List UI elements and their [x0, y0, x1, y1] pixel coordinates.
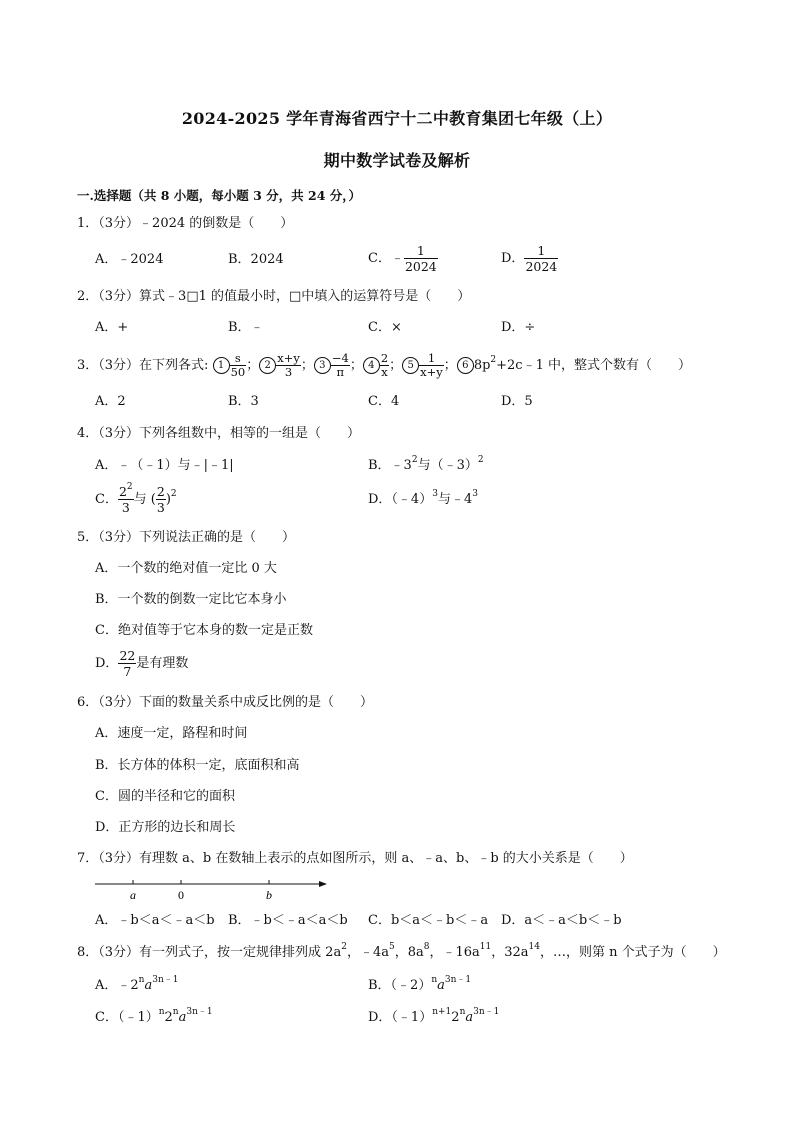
q3-option-a: A．2: [95, 394, 126, 409]
fraction: $\frac{1}{2024}$: [404, 243, 437, 274]
question-3-stem: 3．（3分）在下列各式: 1 $\frac{s}{50}$ ； 2 $\frac{x+y}{3}$ ； 3 $\frac{-4}{\pi}$ ； 4 $\frac{2}{x}$ ； 5 $\frac{1}{x+y}$ ； 6 $8p^2+2c﹣1$ 中，整式个数有（ ）: [77, 351, 691, 379]
q8-option-d: D．$(﹣1)^{n+1}2^na^{3n﹣1}$: [368, 1007, 500, 1025]
circled-number: 1: [213, 357, 230, 374]
question-6-stem: 6．（3分）下面的数量关系中成反比例的是（ ）: [77, 695, 374, 710]
q2-option-b: B．﹣: [228, 320, 264, 335]
label-b: b: [266, 888, 272, 902]
fraction: $\frac{22}{7}$: [119, 648, 136, 679]
q1-option-c: C．﹣ $\frac{1}{2024}$: [368, 243, 437, 274]
fraction: $\frac{-4}{\pi}$: [331, 351, 349, 379]
circled-number: 4: [363, 357, 380, 374]
section-heading: 一.选择题（共 8 小题，每小题 3 分，共 24 分，）: [77, 188, 362, 203]
fraction: $\frac{2}{3}$: [156, 484, 165, 515]
q3-option-d: D．5: [501, 394, 533, 409]
question-5-stem: 5．（3分）下列说法正确的是（ ）: [77, 530, 296, 545]
label-a: a: [130, 888, 136, 902]
q3-option-b: B．3: [228, 394, 259, 409]
q1-option-a: A．﹣2024: [95, 252, 164, 267]
q5-option-b: B．一个数的倒数一定比它本身小: [95, 592, 287, 607]
fraction: $\frac{2}{x}$: [380, 351, 389, 379]
number-line-arrow: [319, 881, 327, 887]
question-1-stem: 1．（3分）﹣2024 的倒数是（ ）: [77, 216, 294, 231]
fraction: $\frac{2^2}{3}$: [118, 482, 133, 515]
q6-option-d: D．正方形的边长和周长: [95, 820, 236, 835]
q8-option-a: A．$﹣2^na^{3n﹣1}$: [95, 975, 179, 993]
fraction: $\frac{1}{2024}$: [525, 243, 558, 274]
exam-subtitle: 期中数学试卷及解析: [323, 151, 471, 170]
label-0: 0: [178, 888, 184, 902]
q1-option-b: B．2024: [228, 252, 284, 267]
q2-option-d: D．÷: [501, 320, 536, 335]
circled-number: 6: [457, 357, 474, 374]
fraction: $\frac{1}{x+y}$: [420, 351, 443, 379]
q7-option-c: C．b＜a＜﹣b＜﹣a: [368, 913, 489, 928]
q4-option-a: A．﹣（﹣1）与﹣|﹣1|: [95, 458, 234, 473]
q8-option-b: B．$(﹣2)^na^{3n﹣1}$: [368, 975, 472, 993]
circled-number: 5: [402, 357, 419, 374]
circled-number: 2: [259, 357, 276, 374]
q7-option-d: D．a＜﹣a＜b＜﹣b: [501, 913, 622, 928]
fraction: $\frac{x+y}{3}$: [277, 351, 300, 379]
q6-option-b: B．长方体的体积一定，底面积和高: [95, 758, 300, 773]
q7-option-a: A．﹣b＜a＜﹣a＜b: [95, 913, 215, 928]
question-2-stem: 2．（3分）算式﹣3□1 的值最小时，□中填入的运算符号是（ ）: [77, 289, 471, 304]
question-7-stem: 7．（3分）有理数 a、b 在数轴上表示的点如图所示，则 a、﹣a、b、﹣b 的大小关系是（ ）: [77, 851, 633, 866]
number-line-figure: [95, 875, 335, 905]
question-4-stem: 4．（3分）下列各组数中，相等的一组是（ ）: [77, 426, 361, 441]
q6-option-c: C．圆的半径和它的面积: [95, 789, 235, 804]
q5-option-c: C．绝对值等于它本身的数一定是正数: [95, 623, 313, 638]
q4-option-b: B．$﹣3^2$与（﹣3）$^2$: [368, 455, 484, 473]
q2-option-a: A．+: [95, 320, 129, 335]
q1-option-d: D． $\frac{1}{2024}$: [501, 243, 558, 274]
q7-option-b: B．﹣b＜﹣a＜a＜b: [228, 913, 348, 928]
circled-number: 3: [314, 357, 331, 374]
question-8-stem: 8．（3分）有一列式子，按一定规律排列成 $2a^2$，$﹣4a^5$，$8a^8$，$﹣16a^{11}$，$32a^{14}$，…，则第 n 个式子为（ ）: [77, 942, 726, 960]
q4-option-c: C． $\frac{2^2}{3}$ 与 ( $\frac{2}{3}$ )$^2$: [95, 482, 177, 515]
q2-option-c: C．×: [368, 320, 402, 335]
q4-option-d: D．（﹣4）$^3$与$﹣4^3$: [368, 489, 478, 507]
q6-option-a: A．速度一定，路程和时间: [95, 726, 248, 741]
q5-option-d: D． $\frac{22}{7}$ 是有理数: [95, 648, 189, 679]
q3-option-c: C．4: [368, 394, 400, 409]
q5-option-a: A．一个数的绝对值一定比 0 大: [95, 561, 277, 576]
fraction: $\frac{s}{50}$: [230, 351, 246, 379]
q8-option-c: C．$(﹣1)^n2^na^{3n﹣1}$: [95, 1007, 213, 1025]
exam-title: 2024-2025 学年青海省西宁十二中教育集团七年级（上）: [181, 109, 613, 128]
